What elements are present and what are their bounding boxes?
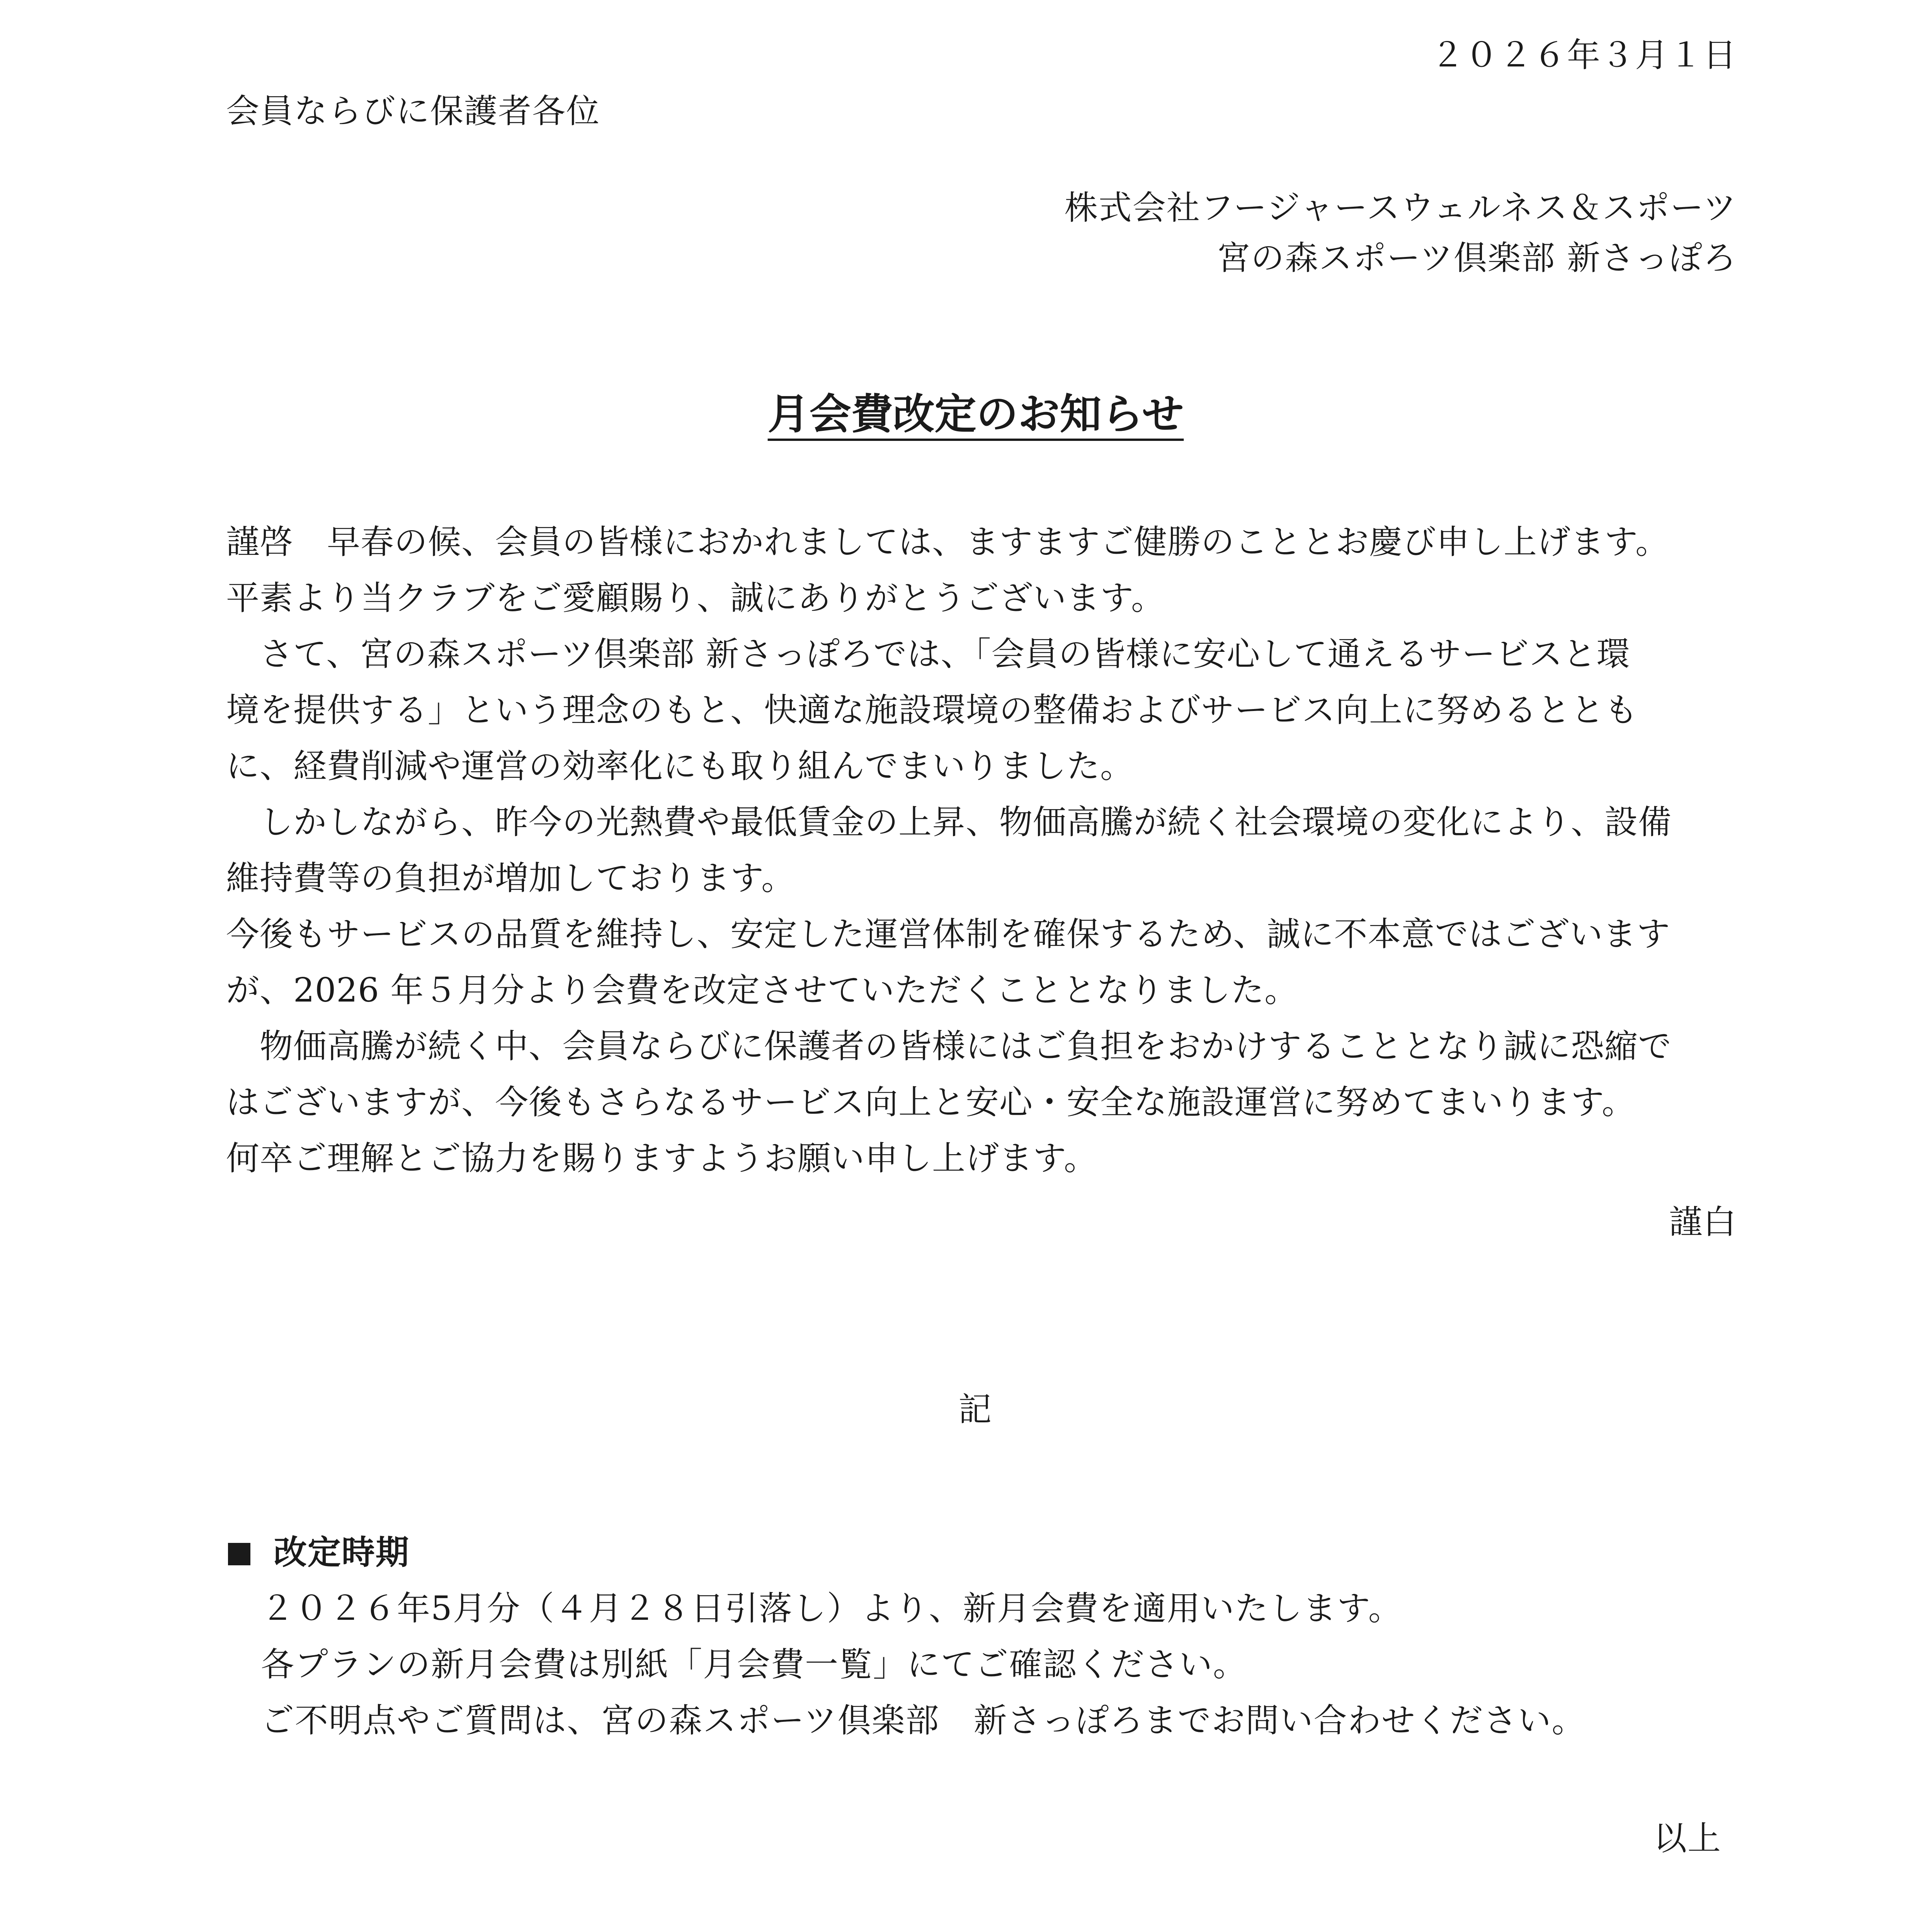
body-line: しかしながら、昨今の光熱費や最低賃金の上昇、物価高騰が続く社会環境の変化により、設備 [226,803,1672,842]
closing-kinpaku: 謹白 [1669,1203,1737,1242]
section-line: ２０２６年5月分（４月２８日引落し）より、新月会費を適用いたします。 [261,1589,1402,1628]
section-line: 各プランの新月会費は別紙「月会費一覧」にてご確認ください。 [261,1645,1247,1684]
body-line: 維持費等の負担が増加しております。 [226,859,795,898]
sender-company: 株式会社フージャースウェルネス＆スポーツ [1064,189,1737,227]
closing-ijou: 以上 [1654,1819,1722,1858]
body-line: 謹啓 早春の候、会員の皆様におかれましては、ますますご健勝のこととお慶び申し上げます。 [226,523,1669,561]
section-heading [228,1533,410,1572]
document-date: ２０２６年３月１日 [1431,36,1737,75]
page-title: 月会費改定のお知らせ [767,390,1184,439]
body-line: 何卒ご理解とご協力を賜りますようお願い申し上げます。 [226,1139,1098,1178]
section-line: ご不明点やご質問は、宮の森スポーツ倶楽部 新さっぽろまでお問い合わせください。 [261,1701,1586,1740]
body-line: 平素より当クラブをご愛顧賜り、誠にありがとうございます。 [226,579,1165,617]
square-bullet-icon [228,1543,250,1565]
section-heading-label: 改定時期 [274,1533,410,1572]
body-line: 境を提供する」という理念のもと、快適な施設環境の整備およびサービス向上に努めるととも [226,691,1638,730]
body-line: 物価高騰が続く中、会員ならびに保護者の皆様にはご負担をおかけすることとなり誠に恐縮で [226,1027,1672,1066]
body-line: はございますが、今後もさらなるサービス向上と安心・安全な施設運営に努めてまいります。 [226,1083,1636,1122]
body-line: 今後もサービスの品質を維持し、安定した運営体制を確保するため、誠に不本意ではございます [226,915,1671,954]
addressee: 会員ならびに保護者各位 [226,92,600,131]
ki-marker: 記 [958,1390,992,1429]
body-line: に、経費削減や運営の効率化にも取り組んでまいりました。 [226,747,1134,786]
body-line: さて、宮の森スポーツ倶楽部 新さっぽろでは、「会員の皆様に安心して通えるサービスと環 [226,635,1630,673]
sender-club: 宮の森スポーツ倶楽部 新さっぽろ [1217,239,1737,277]
body-line: が、2026 年５月分より会費を改定させていただくこととなりました。 [226,971,1298,1010]
